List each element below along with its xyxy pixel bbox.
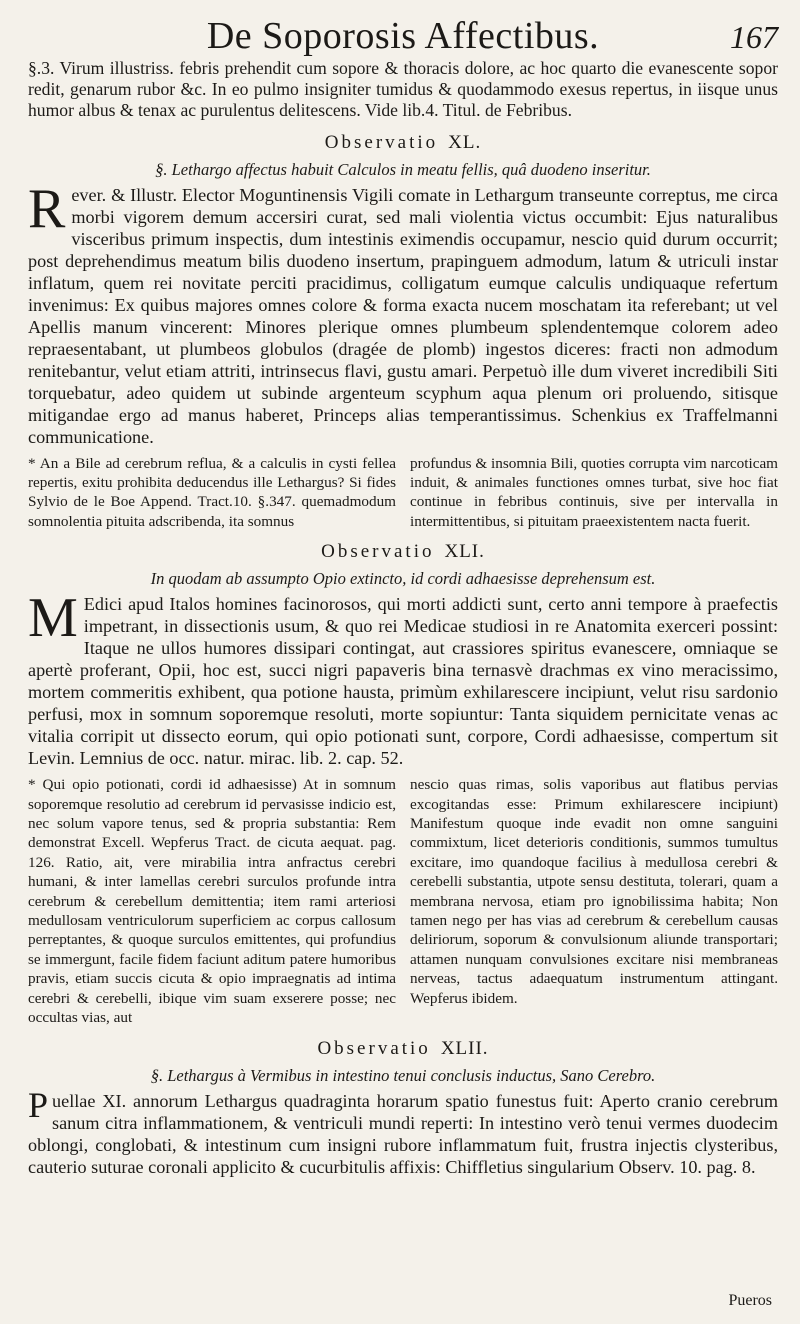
page-number: 167: [730, 19, 778, 55]
scholion: [28, 454, 778, 532]
observation-heading: Observatio XL.: [324, 131, 482, 153]
scholion-left-column: * Qui opio potionati, cordi id adhaesisse) At in somnum soporemque resolutio ad cerebrum id pervasisse indicio est, nec solum vapore tenus, sed & propria substantia: Rem demonstrat Excell. Wepferus Tract. de cicuta aequat. pag. 126. Ratio, ait, vere mirabilia intra anfractus cerebri humani, & inter lamellas cerebri surculos profunde intra cerebrum & cerebellum demittentia; item rami arteriosi medullosam ventriculorum superficiem ac corpus callosum perreptantes, & quoque surculos emittentes, qui profundius se immergunt, facile fidem faciunt aditum patere humoribus pravis, etiam succis cicuta & opio impraegnatis ad intima cerebri & cerebelli, ibique vim suam exserere posse; nec occultas vias, aut: [28, 776, 396, 1027]
observation-body: [28, 177, 778, 448]
observation-subheading: §. Lethargo affectus habuit Calculos in meatu fellis, quâ duodeno inseritur.: [155, 159, 651, 179]
observation-heading: Observatio XLII.: [317, 1037, 489, 1059]
observation-heading: Observatio XLI.: [321, 541, 485, 563]
observation-subheading: In quodam ab assumpto Opio extincto, id cordi adhaesisse deprehensum est.: [150, 569, 656, 589]
running-header: [28, 14, 778, 58]
catchword: Pueros: [728, 1292, 772, 1309]
scholion-left-column: * An a Bile ad cerebrum reflua, & a calculis in cysti fellea repertis, exitu prohibita deducendus ille Lethargus? Si fides Sylvio de le Boe Append. Tract.10. §.347. quemadmodum somnolentia pituita adscribenda, ita somnus: [28, 454, 396, 530]
observation-text: Edici apud Italos homines facinorosos, qui morti addicti sunt, certo anni tempore à praefectis impetrant, in dissectionis usum, & quo rei Medicae studiosi in re Anatomita exerceri possint: Itaque ne ullos humores dissipari contingat, aut crassiores spiritus evanescere, omniaque se apertè proferant, Opii, hoc est, succi nigri papaveris bina ternasvè drachmas ex vino meracissimo, mortem commeritis exhibent, qua potione hausta, primùm exhilarescere incipiunt, velut risu sardonio perfusi, mox in somnum soporemque resoluti, morte sopiuntur: Tanta siquidem pernicitate venas ac vitalia corripit ut dissecto eorum, qui opio potionati sunt, corpore, Cordi adhaesisse, compertum sit Levin. Lemnius de occ. natur. mirac. lib. 2. cap. 52.: [28, 594, 778, 769]
observation-subheading: §. Lethargus à Vermibus in intestino tenui conclusis inductus, Sano Cerebro.: [150, 1065, 656, 1085]
scholion: [28, 775, 778, 1027]
observation-text: uellae XI. annorum Lethargus quadraginta horarum spatio funestus fuit: Aperto cranio cerebrum sanum citra inflammationem, & ventriculi mundi reperti: In intestino verò tenui vermes duodecim oblongi, conglobati, & intestinum cum insigni rubore inflammatum fuit, frustra injectis clysteribus, cauterio suturae coronali applicito & cucurbitulis affixis: Chiffletius singularium Observ. 10. pag. 8.: [28, 1090, 778, 1177]
observation-body: [28, 1084, 778, 1178]
drop-cap: R: [28, 177, 66, 240]
drop-cap: M: [28, 587, 78, 650]
intro-paragraph: §.3. Virum illustriss. febris prehendit cum sopore & thoracis dolore, ac hoc quarto die evanescente sopor redit, genarum rubor &c. In eo pulmo insigniter tumidus & quodammodo exesus repertus, in iisque unus humor albus & tenax ac purulentus delitescens. Vide lib.4. Titul. de Febribus.: [28, 58, 778, 121]
scholion-right-column: nescio quas rimas, solis vaporibus aut flatibus pervias excogitandas esse: Primum exhilarescere incipiunt) Manifestum quoque inde evadit non omne sanguini commixtum, licet deterioris conditionis, summos tumultus excitare, imo quandoque facilius à medullosa cerebri & cerebelli substantia, utpote sensu destituta, tolerari, quam a membrana nervosa, etiam pro ignobilissima habita; Non tamen nego per has vias ad cerebrum & cerebellum causas deliriorum, soporum & convulsionum aliunde transportari; attamen nunquam convulsiones excitare nisi membraneas nerveas, tactus adaequatum instrumentum attingant. Wepferus ibidem.: [410, 776, 778, 1007]
drop-cap: P: [28, 1084, 49, 1125]
observation-text: ever. & Illustr. Elector Moguntinensis Vigili comate in Lethargum transeunte correptus, me circa morbi vigorem demum accersiri curat, sed mali violentia victus occumbit: Ejus naturalibus visceribus primum inspectis, dum intestinis eximendis occupamur, nescio quid durum occurrit; post deprehendimus meatum bilis duodeno insertum, prapinguem admodum, latum & utriculi instar inflatum, quem rei novitate perciti pracidimus, colligatum eumque calculis undiquaque refertum invenimus: Ex quibus majores omnes colore & forma exacta nucem moschatam ita referebant; ut vel Apellis manum vincerent: Minores plerique omnes plumbeum splendentemque colorem adeo repraesentabant, ut plumbeos globulos (dragée de plomb) ingestos diceres: fracti non admodum renitebantur, velut etiam attriti, intrinsecus flavi, gustu amari. Perpetuò ille dum viveret incredibili Siti torquebatur, adeo quidem ut subinde argenteum scyphum aqua plenum ori proluendo, sitisque mitigandae ergo ad manus haberet, Princeps alias temperantissimus. Schenkius ex Traffelmanni communicatione.: [28, 184, 778, 447]
observation-body: [28, 587, 778, 769]
running-title: De Soporosis Affectibus.: [206, 15, 600, 57]
scholion-right-column: profundus & insomnia Bili, quoties corrupta vim narcoticam induit, & animales functiones omnes turbat, sive hoc fiat continue in febribus continuis, sive per intervalla in intermittentibus, si pituitam praeexistentem nacta fuerit.: [410, 454, 778, 530]
